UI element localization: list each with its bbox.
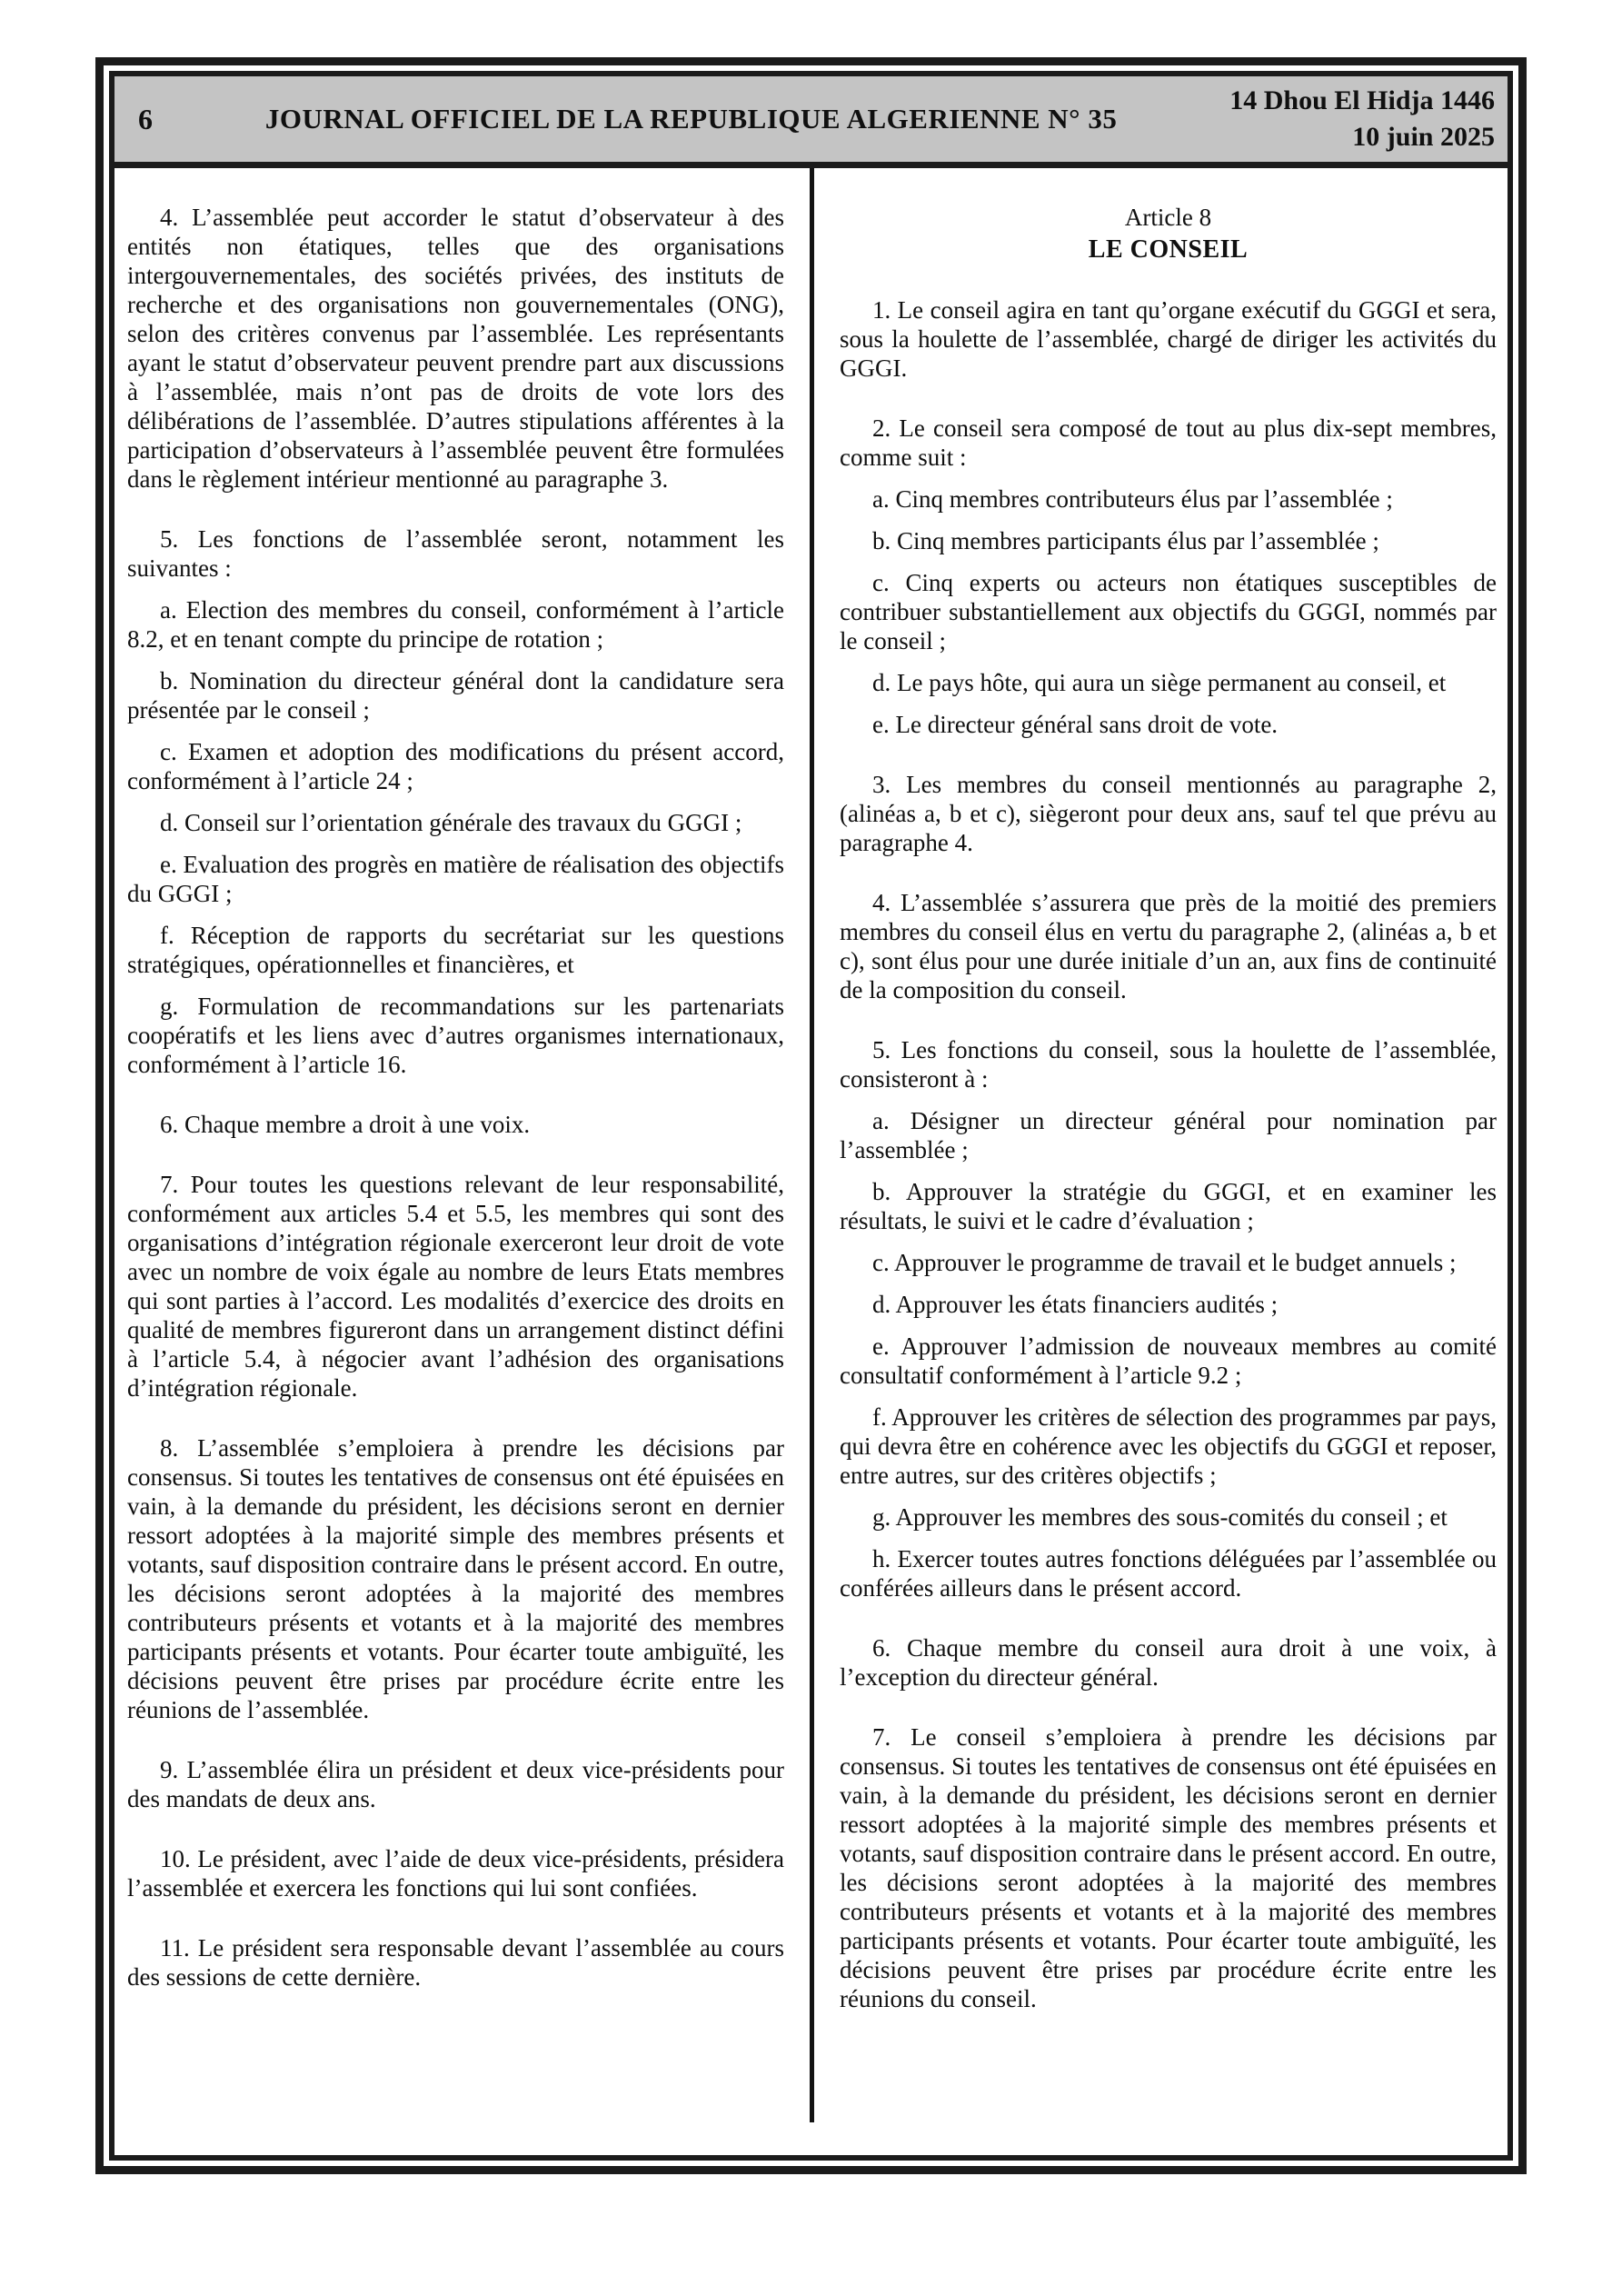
- paragraph: e. Evaluation des progrès en matière de réalisation des objectifs du GGGI ;: [127, 851, 784, 907]
- paragraph: a. Désigner un directeur général pour nomination par l’assemblée ;: [840, 1107, 1497, 1163]
- paragraph: c. Cinq experts ou acteurs non étatiques susceptibles de contribuer substantiellement aux objectifs du GGGI, nommés par le conseil ;: [840, 569, 1497, 654]
- paragraph: f. Approuver les critères de sélection des programmes par pays, qui devra être en cohérence avec les objectifs du GGGI et reposer, entre autres, sur des critères objectifs ;: [840, 1403, 1497, 1489]
- paragraph: f. Réception de rapports du secrétariat sur les questions stratégiques, opérationnelles et financières, et: [127, 922, 784, 978]
- paragraph: b. Approuver la stratégie du GGGI, et en examiner les résultats, le suivi et le cadre d’évaluation ;: [840, 1178, 1497, 1234]
- paragraph: 9. L’assemblée élira un président et deux vice-présidents pour des mandats de deux ans.: [127, 1756, 784, 1812]
- paragraph: d. Le pays hôte, qui aura un siège permanent au conseil, et: [872, 669, 1447, 696]
- hijri-date: 14 Dhou El Hidja 1446: [1229, 85, 1495, 115]
- paragraph: 11. Le président sera responsable devant l’assemblée au cours des sessions de cette dernière.: [127, 1934, 784, 1991]
- paragraph: 2. Le conseil sera composé de tout au plus dix-sept membres, comme suit :: [840, 414, 1497, 471]
- right-column-paragraphs: [840, 295, 1497, 2013]
- paragraph: g. Approuver les membres des sous-comités du conseil ; et: [872, 1503, 1448, 1531]
- page-header: [114, 76, 1508, 168]
- page-content: [114, 168, 1508, 2155]
- gregorian-date: 10 juin 2025: [1352, 122, 1495, 152]
- paragraph: c. Examen et adoption des modifications du présent accord, conformément à l’article 24 ;: [127, 738, 784, 794]
- paragraph: 5. Les fonctions de l’assemblée seront, notamment les suivantes :: [127, 525, 784, 582]
- page-number: 6: [138, 103, 153, 135]
- paragraph: 6. Chaque membre du conseil aura droit à une voix, à l’exception du directeur général.: [840, 1634, 1497, 1691]
- paragraph: e. Le directeur général sans droit de vote.: [872, 711, 1279, 738]
- journal-title: JOURNAL OFFICIEL DE LA REPUBLIQUE ALGERIENNE N° 35: [264, 102, 1118, 135]
- paragraph: 7. Le conseil s’emploiera à prendre les décisions par consensus. Si toutes les tentatives de consensus ont été épuisées en vain, à la demande du président, les décisions seront en dernier ressort adoptées à la majorité simple des membres présents et votants, sauf disposition contraire dans le présent accord. En outre, les décisions seront adoptées à la majorité des membres contributeurs présents et votants et à la majorité des membres participants présents et votants. Pour écarter toute ambiguïté, les décisions peuvent être prises par procédure écrite entre les réunions du conseil.: [840, 1723, 1497, 2012]
- issue-dates: [1229, 83, 1495, 155]
- paragraph: b. Nomination du directeur général dont la candidature sera présentée par le conseil ;: [127, 667, 784, 724]
- right-column: [840, 168, 1497, 2155]
- left-column-paragraphs: [127, 168, 784, 2155]
- paragraph: 10. Le président, avec l’aide de deux vice-présidents, présidera l’assemblée et exercera les fonctions qui lui sont confiées.: [127, 1845, 784, 1902]
- paragraph: 7. Pour toutes les questions relevant de leur responsabilité, conformément aux articles 5.4 et 5.5, les membres qui sont des organisations d’intégration régionale exerceront leur droit de vote avec un nombre de voix égale au nombre de leurs Etats membres qui sont parties à l’accord. Les modalités d’exercice des droits en qualité de membres figureront dans un arrangement distinct défini à l’article 5.4, à négocier avant l’adhésion des organisations d’intégration régionale.: [127, 1171, 784, 1402]
- paragraph: h. Exercer toutes autres fonctions déléguées par l’assemblée ou conférées ailleurs dans le présent accord.: [840, 1545, 1497, 1602]
- column-divider: [810, 168, 814, 2122]
- paragraph: d. Conseil sur l’orientation générale des travaux du GGGI ;: [160, 809, 742, 836]
- paragraph: c. Approuver le programme de travail et le budget annuels ;: [872, 1249, 1457, 1276]
- page-frame: [95, 57, 1527, 2174]
- paragraph: a. Election des membres du conseil, conformément à l’article 8.2, et en tenant compte du principe de rotation ;: [127, 596, 784, 653]
- paragraph: 4. L’assemblée s’assurera que près de la moitié des premiers membres du conseil élus en vertu du paragraphe 2, (alinéas a, b et c), sont élus pour une durée initiale d’un an, aux fins de continuité de la composition du conseil.: [840, 889, 1497, 1003]
- page-inner-frame: [109, 71, 1513, 2161]
- paragraph: 6. Chaque membre a droit à une voix.: [160, 1111, 531, 1138]
- paragraph: 3. Les membres du conseil mentionnés au paragraphe 2, (alinéas a, b et c), siègeront pour deux ans, sauf tel que prévu au paragraphe 4.: [840, 771, 1497, 856]
- paragraph: e. Approuver l’admission de nouveaux membres au comité consultatif conformément à l’article 9.2 ;: [840, 1333, 1497, 1389]
- paragraph: 8. L’assemblée s’emploiera à prendre les décisions par consensus. Si toutes les tentatives de consensus ont été épuisées en vain, à la demande du président, les décisions seront en dernier ressort adoptées à la majorité simple des membres présents et votants, sauf disposition contraire dans le présent accord. En outre, les décisions seront adoptées à la majorité des membres contributeurs présents et votants et à la majorité des membres participants présents et votants. Pour écarter toute ambiguïté, les décisions peuvent être prises par procédure écrite entre les réunions de l’assemblée.: [127, 1434, 784, 1723]
- article-heading: Article 8: [1124, 204, 1212, 231]
- paragraph: d. Approuver les états financiers audités ;: [872, 1291, 1279, 1318]
- article-subheading: LE CONSEIL: [1088, 235, 1249, 264]
- paragraph: 5. Les fonctions du conseil, sous la houlette de l’assemblée, consisteront à :: [840, 1036, 1497, 1093]
- paragraph: 4. L’assemblée peut accorder le statut d’observateur à des entités non étatiques, telles que des organisations intergouvernementales, des sociétés privées, des instituts de recherche et des organisations non gouvernementales (ONG), selon des critères convenus par l’assemblée. Les représentants ayant le statut d’observateur peuvent prendre part aux discussions à l’assemblée, mais n’ont pas de droits de vote lors des délibérations de l’assemblée. D’autres stipulations afférentes à la participation d’observateurs à l’assemblée peuvent être formulées dans le règlement intérieur mentionné au paragraphe 3.: [127, 204, 784, 493]
- paragraph: 1. Le conseil agira en tant qu’organe exécutif du GGGI et sera, sous la houlette de l’assemblée, chargé de diriger les activités du GGGI.: [840, 296, 1497, 382]
- paragraph: g. Formulation de recommandations sur les partenariats coopératifs et les liens avec d’autres organismes internationaux, conformément à l’article 16.: [127, 993, 784, 1078]
- paragraph: a. Cinq membres contributeurs élus par l’assemblée ;: [872, 485, 1393, 513]
- paragraph: b. Cinq membres participants élus par l’assemblée ;: [872, 527, 1379, 554]
